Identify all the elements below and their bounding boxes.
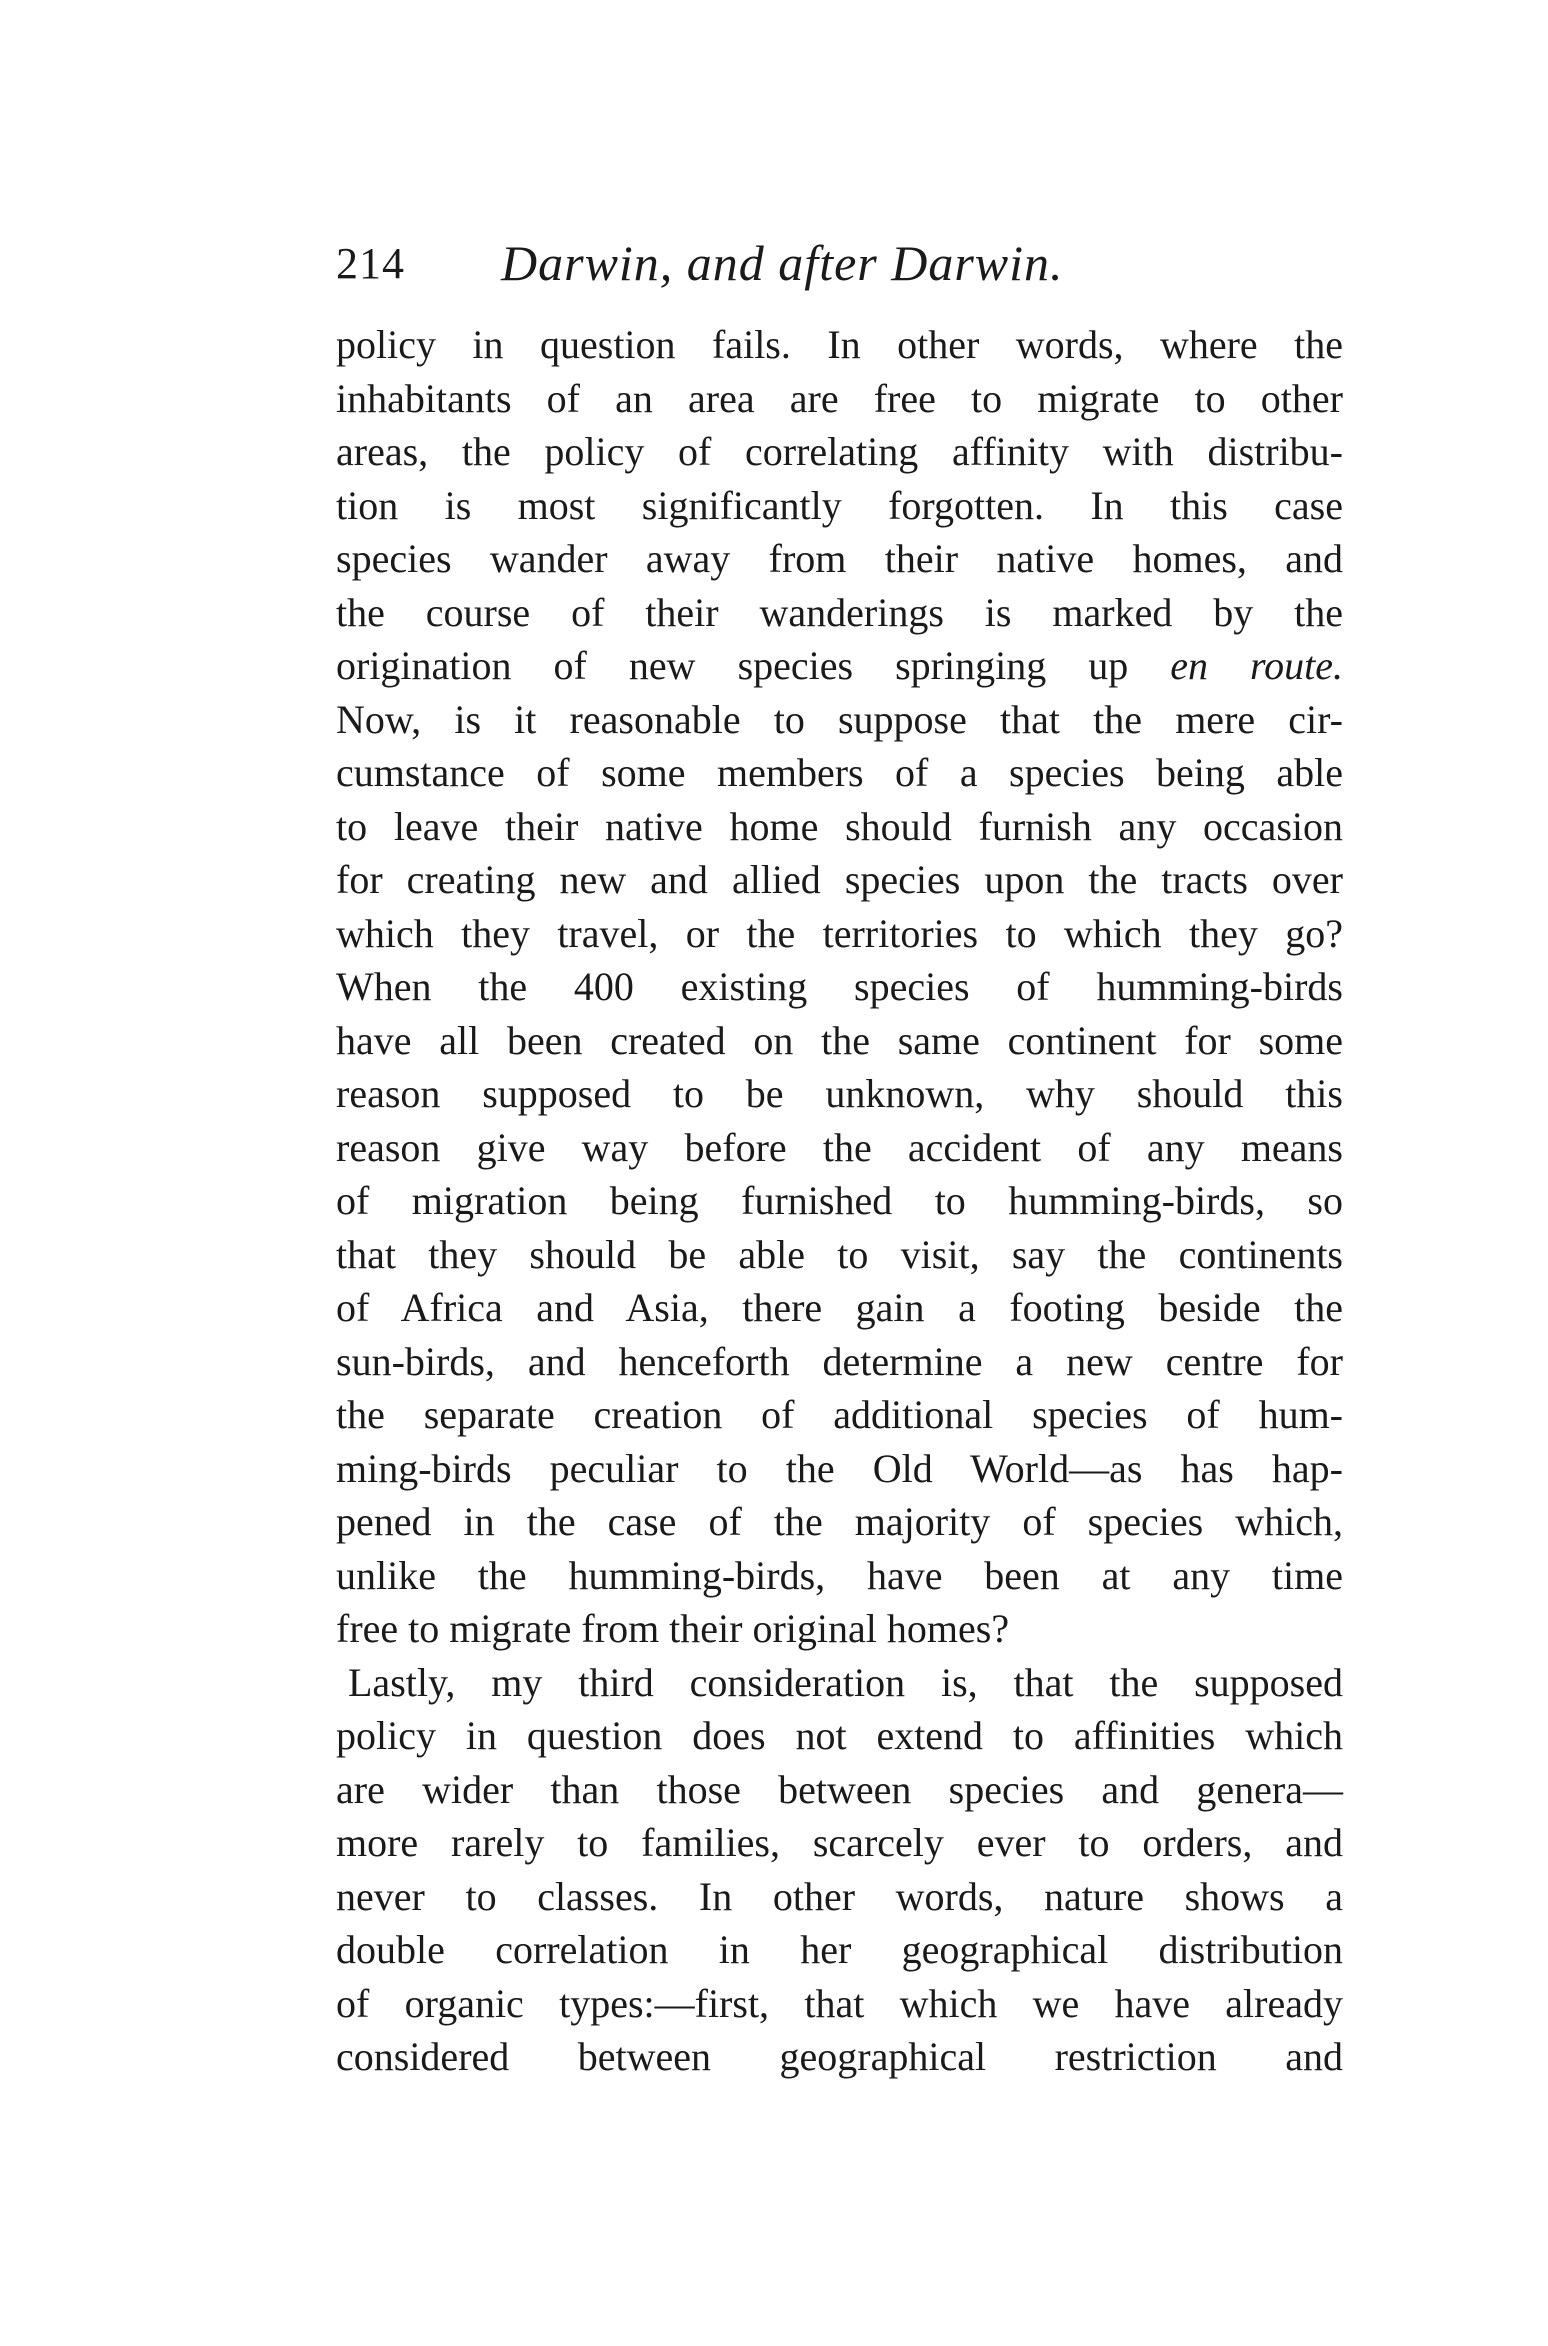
- text-line: [336, 1977, 1343, 2031]
- text-line: [336, 1602, 1343, 1656]
- text-line-content: Lastly, my third consideration is, that the supposed: [348, 1659, 1343, 1705]
- text-line-content: origination of new species springing up: [336, 643, 1129, 688]
- text-line-content: of Africa and Asia, there gain a footing beside the: [336, 1285, 1343, 1330]
- text-line: [336, 532, 1343, 586]
- text-line-content: policy in question does not extend to affinities which: [336, 1713, 1343, 1758]
- text-line-content: When the 400 existing species of humming-birds: [336, 964, 1343, 1009]
- running-header: [336, 235, 1343, 298]
- text-line-content: which they travel, or the territories to which they go?: [336, 910, 1343, 956]
- text-line: [336, 586, 1343, 640]
- italic-phrase: en route.: [1170, 643, 1344, 688]
- text-line-content: that they should be able to visit, say the continents: [336, 1231, 1343, 1277]
- text-line-content: Now, is it reasonable to suppose that the mere cir-: [336, 696, 1343, 742]
- text-line-content: cumstance of some members of a species being able: [336, 750, 1343, 795]
- text-line-content: sun-birds, and henceforth determine a new centre for: [336, 1338, 1343, 1384]
- text-line-content: tion is most significantly forgotten. In this case: [336, 482, 1343, 528]
- text-line: [336, 960, 1343, 1014]
- text-line: [336, 1923, 1343, 1977]
- text-line: [336, 479, 1343, 533]
- text-line-content: species wander away from their native homes, and: [336, 536, 1343, 581]
- text-line: [336, 639, 1343, 693]
- text-line-content: the course of their wanderings is marked by the: [336, 589, 1343, 635]
- text-line: [336, 746, 1343, 800]
- text-line-content: double correlation in her geographical distribution: [336, 1927, 1343, 1972]
- text-line: [336, 1442, 1343, 1496]
- text-line-content: policy in question fails. In other words, where the: [336, 322, 1343, 367]
- text-line-content: ming-birds peculiar to the Old World—as has hap-: [336, 1445, 1343, 1491]
- text-line-content: of organic types:—first, that which we have already: [336, 1980, 1343, 2026]
- text-line-content: the separate creation of additional species of hum-: [336, 1392, 1343, 1437]
- text-line-content: areas, the policy of correlating affinity with distribu-: [336, 429, 1343, 474]
- text-line: [336, 1014, 1343, 1068]
- text-line-content: are wider than those between species and genera—: [336, 1766, 1343, 1812]
- text-line-content: more rarely to families, scarcely ever to orders, and: [336, 1820, 1343, 1865]
- text-line-content: unlike the humming-birds, have been at any time: [336, 1552, 1343, 1598]
- text-line-content: reason supposed to be unknown, why should this: [336, 1071, 1343, 1116]
- text-line: [336, 1495, 1343, 1549]
- text-line: [336, 2030, 1343, 2084]
- text-line-content: considered between geographical restriction and: [336, 2034, 1343, 2079]
- text-line-content: never to classes. In other words, nature shows a: [336, 1873, 1343, 1919]
- text-line-content: pened in the case of the majority of species which,: [336, 1499, 1343, 1544]
- text-line: [336, 1335, 1343, 1389]
- page-number: 214: [336, 239, 405, 288]
- text-line-content: free to migrate from their original homes?: [336, 1606, 1010, 1651]
- text-line-content: reason give way before the accident of any means: [336, 1124, 1343, 1170]
- text-line-content: inhabitants of an area are free to migrate to other: [336, 375, 1343, 421]
- text-line: [336, 1281, 1343, 1335]
- body-text: [336, 318, 1343, 2084]
- text-line: [336, 693, 1343, 747]
- text-line: [336, 1228, 1343, 1282]
- text-line: [336, 907, 1343, 961]
- text-line: [336, 1656, 1343, 1710]
- text-line: [336, 1174, 1343, 1228]
- text-line: [336, 318, 1343, 372]
- text-line: [336, 1816, 1343, 1870]
- text-line: [336, 1870, 1343, 1924]
- running-title: Darwin, and after Darwin.: [501, 235, 1064, 291]
- text-line-content: have all been created on the same continent for some: [336, 1017, 1343, 1063]
- text-line: [336, 853, 1343, 907]
- text-line: [336, 425, 1343, 479]
- text-line-content: of migration being furnished to humming-birds, so: [336, 1178, 1343, 1223]
- text-line: [336, 1763, 1343, 1817]
- text-line: [336, 1549, 1343, 1603]
- text-line: [336, 1709, 1343, 1763]
- text-line: [336, 800, 1343, 854]
- text-line-content: for creating new and allied species upon the tracts over: [336, 857, 1343, 902]
- text-line: [336, 372, 1343, 426]
- text-line: [336, 1121, 1343, 1175]
- text-line: [336, 1388, 1343, 1442]
- text-line: [336, 1067, 1343, 1121]
- text-line-content: to leave their native home should furnish any occasion: [336, 803, 1343, 849]
